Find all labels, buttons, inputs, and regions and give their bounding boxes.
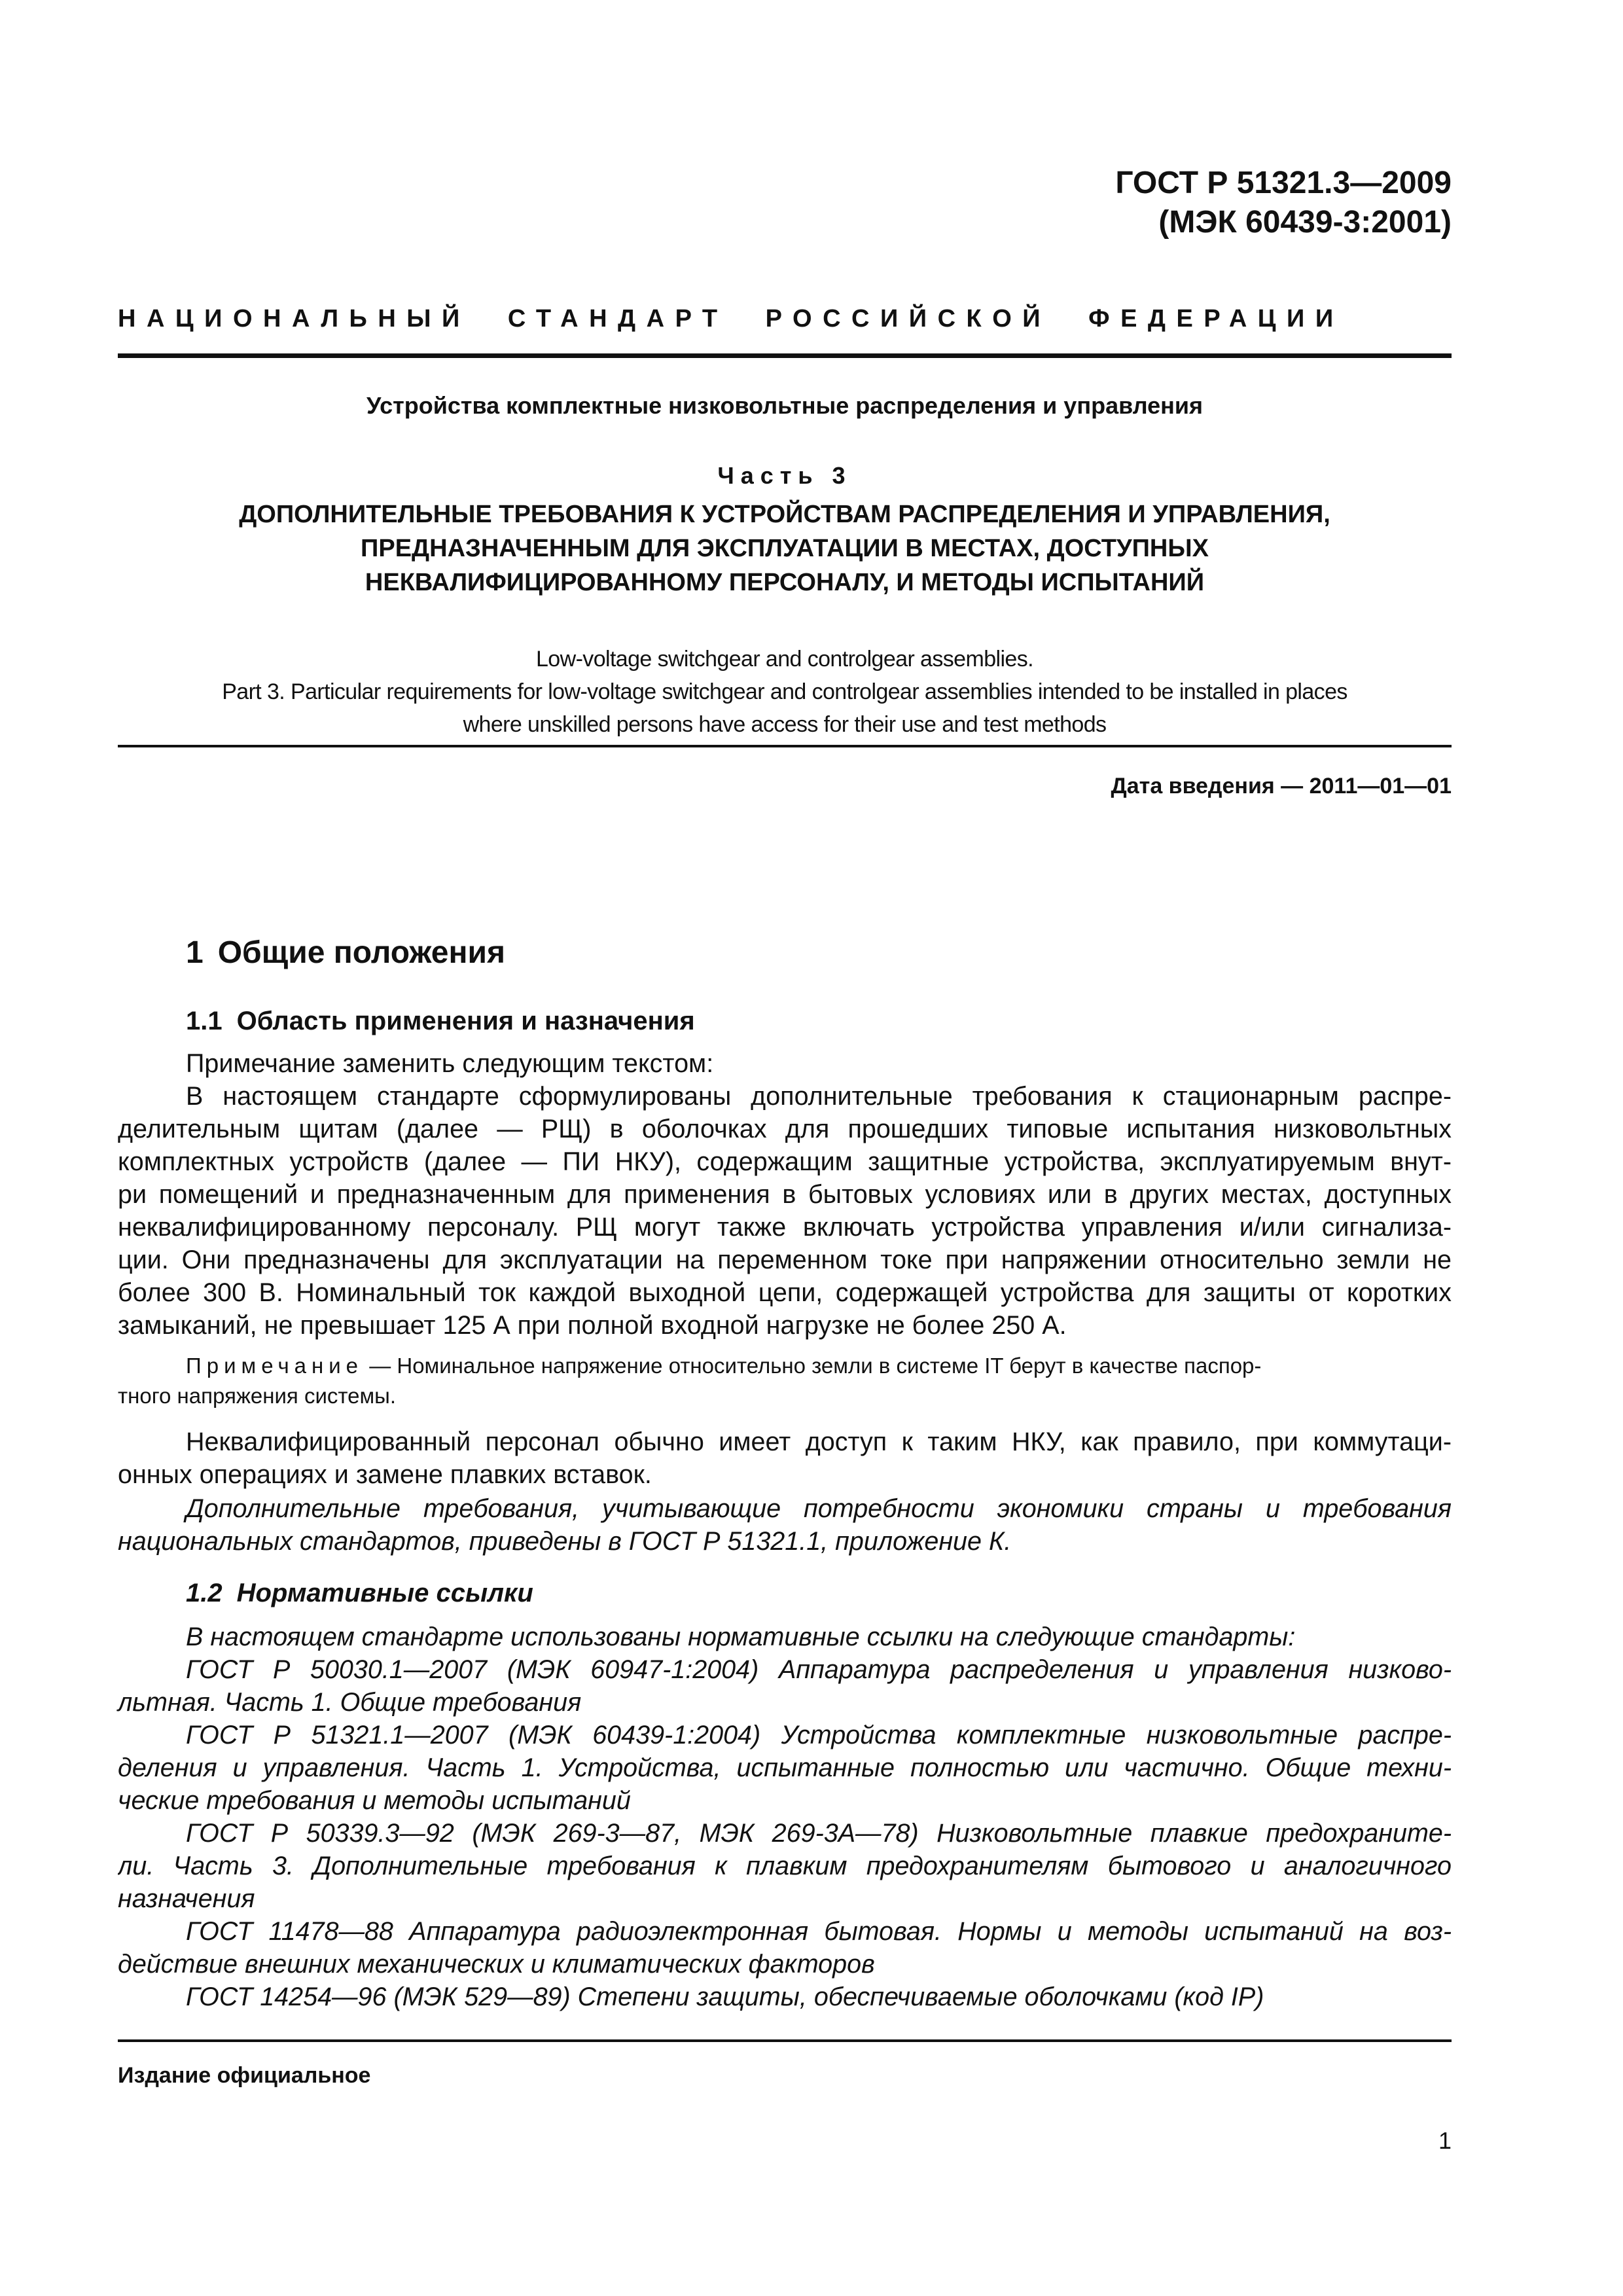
english-title-line: where unskilled persons have access for their use and test methods [463,712,1107,737]
english-title-line: Low-voltage switchgear and controlgear assemblies. [536,647,1033,672]
page-number: 1 [1438,2127,1452,2154]
additional-requirements-paragraph [118,1492,1452,1558]
part-title-line: ПРЕДНАЗНАЧЕННЫМ ДЛЯ ЭКСПЛУАТАЦИИ В МЕСТАХ, ДОСТУПНЫХ [361,535,1209,562]
subsection-title: Область применения и назначения [236,1007,695,1035]
note-line [118,1351,1452,1381]
reference-line: ГОСТ 14254—96 (МЭК 529—89) Степени защиты, обеспечиваемые оболочками (код IP) [186,1982,1264,2011]
document-title: Устройства комплектные низковольтные распределения и управления [366,392,1204,419]
note-line: тного напряжения системы. [118,1384,397,1408]
paragraph-line: замыканий, не превышает 125 А при полной входной нагрузке не более 250 А. [118,1311,1067,1340]
paragraph-line: делительным щитам (далее — РЩ) в оболочках для прошедших типовые испытания низковольтных [118,1115,1452,1143]
subsection-number: 1.1 [186,1007,223,1035]
subsection-number: 1.2 [186,1579,223,1607]
english-title-line: Part 3. Particular requirements for low-voltage switchgear and controlgear assemblies intended to be installed in places [222,679,1347,704]
section-heading [186,932,505,974]
note-text: — Номинальное напряжение относительно земли в системе IT берут в качестве паспор- [369,1354,1262,1378]
paragraph-line: В настоящем стандарте сформулированы дополнительные требования к стационарным распре- [186,1082,1452,1111]
section-title: Общие положения [217,935,505,970]
paragraph-line: онных операциях и замене плавких вставок. [118,1460,652,1489]
part-title-line: ДОПОЛНИТЕЛЬНЫЕ ТРЕБОВАНИЯ К УСТРОЙСТВАМ РАСПРЕДЕЛЕНИЯ И УПРАВЛЕНИЯ, [239,501,1330,528]
subsection-heading-references [186,1576,533,1610]
english-title [105,643,1465,741]
paragraph-line: национальных стандартов, приведены в ГОСТ Р 51321.1, приложение К. [118,1527,1012,1556]
paragraph-line: ри помещений и предназначенным для применения в бытовых условиях или в других местах, доступных [118,1180,1452,1209]
scope-note [118,1351,1452,1411]
paragraph-line: Дополнительные требования, учитывающие потребности экономики страны и требования [186,1494,1452,1523]
header-rule [118,353,1452,358]
normative-references-list [118,1621,1452,2013]
part-label: Часть 3 [717,462,852,489]
reference-line: деления и управления. Часть 1. Устройства, испытанные полностью или частично. Общие техни- [118,1753,1452,1782]
reference-line: ГОСТ 11478—88 Аппаратура радиоэлектронная бытовая. Нормы и методы испытаний на воз- [186,1917,1452,1946]
paragraph-line: ции. Они предназначены для эксплуатации на переменном токе при напряжении относительно земли не [118,1246,1452,1274]
reference-line: ГОСТ Р 50030.1—2007 (МЭК 60947-1:2004) Аппаратура распределения и управления низково- [186,1655,1452,1684]
unskilled-paragraph [118,1426,1452,1491]
note-label: Примечание [186,1354,364,1378]
paragraph-line: более 300 В. Номинальный ток каждой выходной цепи, содержащей устройства для защиты от коротких [118,1278,1452,1307]
replace-note: Примечание заменить следующим текстом: [186,1049,714,1078]
reference-line: назначения [118,1884,255,1913]
footer-rule [118,2039,1452,2042]
subsection-title: Нормативные ссылки [236,1579,533,1607]
national-standard-title: НАЦИОНАЛЬНЫЙ СТАНДАРТ РОССИЙСКОЙ ФЕДЕРАЦИИ [118,305,1344,332]
subsection-heading-scope [186,1004,695,1038]
section-number: 1 [186,935,204,970]
iec-number: (МЭК 60439-3:2001) [1158,205,1452,240]
reference-line: действие внешних механических и климатических факторов [118,1950,875,1979]
introduction-date: Дата введения — 2011—01—01 [1111,774,1452,798]
reference-line: ГОСТ Р 51321.1—2007 (МЭК 60439-1:2004) Устройства комплектные низковольтные распре- [186,1721,1452,1749]
paragraph-line: комплектных устройств (далее — ПИ НКУ), содержащим защитные устройства, эксплуатируемым внут- [118,1147,1452,1176]
paragraph-line: неквалифицированному персоналу. РЩ могут также включать устройства управления и/или сигнализа- [118,1213,1452,1242]
part-title-line: НЕКВАЛИФИЦИРОВАННОМУ ПЕРСОНАЛУ, И МЕТОДЫ ИСПЫТАНИЙ [365,569,1205,596]
official-edition-label: Издание официальное [118,2063,371,2088]
scope-text [118,1047,1452,1342]
reference-line: В настоящем стандарте использованы нормативные ссылки на следующие стандарты: [186,1623,1296,1651]
standard-number-block [1115,164,1452,242]
part-title [118,497,1452,600]
reference-line: льтная. Часть 1. Общие требования [118,1688,582,1717]
reference-line: ГОСТ Р 50339.3—92 (МЭК 269-3—87, МЭК 269-3А—78) Низковольтные плавкие предохраните- [186,1819,1452,1848]
title-rule [118,745,1452,747]
standard-number: ГОСТ Р 51321.3—2009 [1115,166,1452,200]
reference-line: ческие требования и методы испытаний [118,1786,631,1815]
reference-line: ли. Часть 3. Дополнительные требования к плавким предохранителям бытового и аналогичного [118,1852,1452,1880]
paragraph-line: Неквалифицированный персонал обычно имеет доступ к таким НКУ, как правило, при коммутаци- [186,1427,1452,1456]
